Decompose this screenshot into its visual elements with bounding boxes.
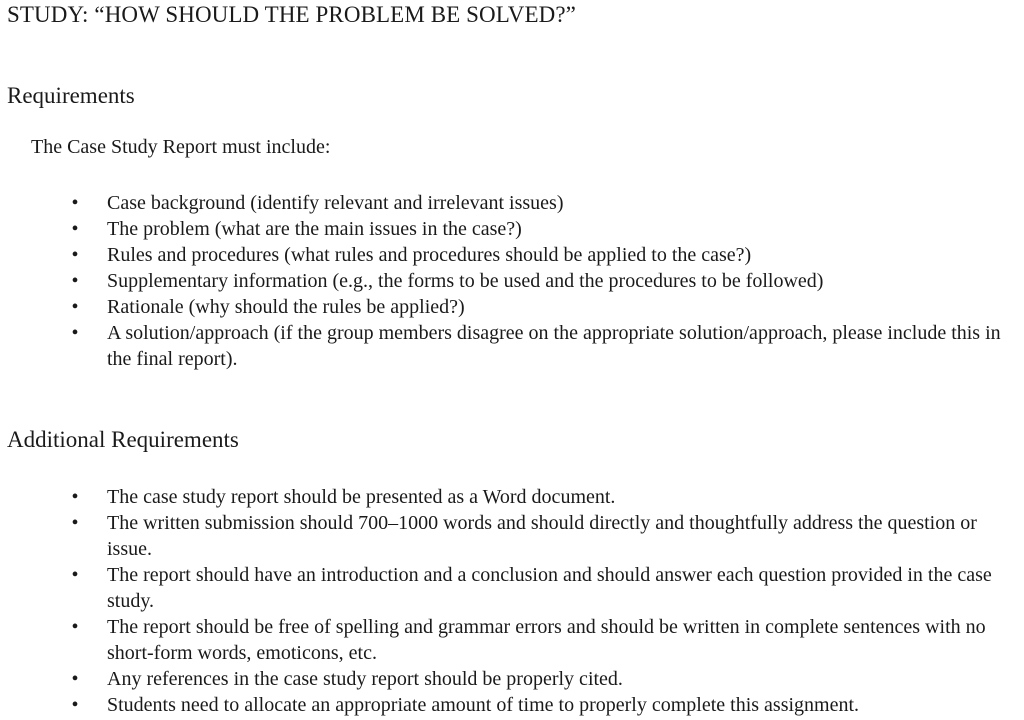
list-item	[0, 190, 1010, 216]
bullet-icon: •	[71, 616, 79, 638]
list-item-text: Any references in the case study report should be properly cited.	[107, 668, 623, 690]
list-item-text: The report should be free of spelling and grammar errors and should be written in complete sentences with no short-form words, emoticons, etc.	[107, 616, 986, 664]
list-item-text: The report should have an introduction and a conclusion and should answer each question provided in the case study.	[107, 564, 992, 612]
list-item-text: The problem (what are the main issues in the case?)	[107, 218, 522, 240]
list-item	[0, 484, 1022, 510]
bullet-icon: •	[71, 192, 79, 214]
list-item-text: The case study report should be presented as a Word document.	[107, 486, 616, 508]
list-item	[0, 320, 1010, 372]
list-item-text: Case background (identify relevant and irrelevant issues)	[107, 192, 564, 214]
list-item-text: Supplementary information (e.g., the forms to be used and the procedures to be followed)	[107, 270, 824, 292]
additional-requirements-list	[0, 484, 1022, 718]
list-item	[0, 216, 1010, 242]
bullet-icon: •	[71, 512, 79, 534]
bullet-icon: •	[71, 322, 79, 344]
requirements-list	[0, 190, 1010, 372]
list-item	[0, 242, 1010, 268]
additional-requirements-heading: Additional Requirements	[7, 427, 239, 452]
bullet-icon: •	[71, 486, 79, 508]
bullet-icon: •	[71, 270, 79, 292]
list-item-text: The written submission should 700–1000 words and should directly and thoughtfully address the question or issue.	[107, 512, 977, 560]
bullet-icon: •	[71, 564, 79, 586]
bullet-icon: •	[71, 668, 79, 690]
list-item	[0, 510, 1022, 562]
bullet-icon: •	[71, 296, 79, 318]
requirements-intro: The Case Study Report must include:	[31, 136, 331, 158]
list-item-text: Students need to allocate an appropriate amount of time to properly complete this assignment.	[107, 694, 860, 716]
requirements-heading: Requirements	[7, 83, 135, 108]
list-item-text: Rules and procedures (what rules and procedures should be applied to the case?)	[107, 244, 752, 266]
document-title: STUDY: “HOW SHOULD THE PROBLEM BE SOLVED?”	[7, 2, 576, 27]
bullet-icon: •	[71, 218, 79, 240]
list-item	[0, 666, 1022, 692]
bullet-icon: •	[71, 694, 79, 716]
list-item	[0, 562, 1022, 614]
list-item	[0, 692, 1022, 718]
list-item-text: A solution/approach (if the group members disagree on the appropriate solution/approach, please include this in the final report).	[107, 322, 1001, 370]
list-item-text: Rationale (why should the rules be applied?)	[107, 296, 465, 318]
list-item	[0, 614, 1022, 666]
list-item	[0, 294, 1010, 320]
bullet-icon: •	[71, 244, 79, 266]
list-item	[0, 268, 1010, 294]
